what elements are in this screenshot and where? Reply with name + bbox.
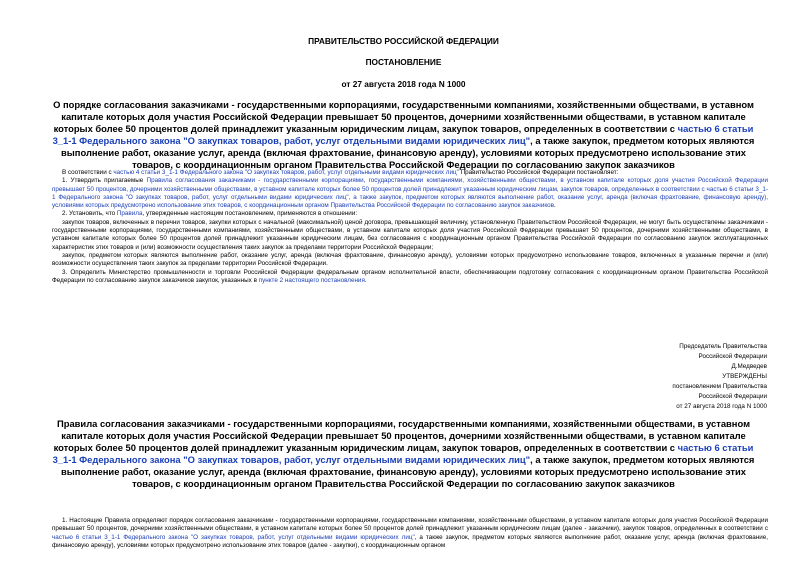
item-2-rules-link[interactable]: Правила xyxy=(116,210,143,218)
approval-line-3: Российской Федерации xyxy=(698,393,767,400)
item-2-sub-2: закупок, предметом которых являются выполнение работ, оказание услуг, аренда (включая фрахтование, финансовую аренду), условиями которых предусмотрено использование товаров, включенных в указанные перечни и (или) возможности осуществления таких закупок за пределами территории Российской Федерации. xyxy=(52,251,768,268)
rules-body xyxy=(52,517,768,550)
rules-title xyxy=(52,418,755,490)
signature-line-3: Д.Медведев xyxy=(731,363,767,370)
rules-item-1-law-link[interactable]: частью 6 статьи 3_1-1 Федерального закона "О закупках товаров, работ, услуг отдельными видами юридических лиц" xyxy=(52,533,415,541)
item-2-text-end: , утвержденные настоящим постановлением, применяются в отношении: xyxy=(142,210,358,218)
signature-line-2: Российской Федерации xyxy=(698,353,767,360)
preamble-law-link[interactable]: частью 4 статьи 3_1-1 Федерального закона "О закупках товаров, работ, услуг отдельными видами юридических лиц" xyxy=(113,169,459,176)
decree-title xyxy=(52,99,755,171)
rules-title-part2: , а также закупок, предметом которых являются выполнение работ, оказание услуг, аренда (включая фрахтование, финансовую аренду), условиями которых предусмотрено использование этих товаров, с координационным органом Правительства Российской Федерации по согласованию закупок заказчиков xyxy=(61,454,755,489)
item-3-text: 3. Определить Министерство промышленности и торговли Российской Федерации федеральным органом исполнительной власти, обеспечивающим подготовку согласования с координационным органом Правительства Российской Федерации по согласованию закупок заказчиков закупок, указанных в xyxy=(52,268,768,284)
item-1-rules-link-end[interactable]: , а также закупок, предметом которых являются выполнение работ, оказание услуг, аренда (включая фрахтование, финансовую аренду), условиями которых предусмотрено использование этих товаров, с координационным органом Правительства Российской Федерации по согласованию закупок заказчиков xyxy=(52,193,768,210)
item-1-rules-link[interactable]: Правила согласования заказчиками - государственными корпорациями, государственными компаниями, хозяйственными обществами, в уставном капитале которых доля участия Российской Федерации превышает 50 процентов, дочерними хозяйственными обществами, в уставном капитале которых более 50 процентов долей принадлежит указанным юридическим лицам, закупок товаров, определенных в соответствии с xyxy=(52,177,768,193)
rules-item-1-paragraph xyxy=(52,517,768,550)
item-3-clause-link[interactable]: пункте 2 настоящего постановления xyxy=(258,276,365,284)
decree-body xyxy=(52,169,768,285)
government-heading: ПРАВИТЕЛЬСТВО РОССИЙСКОЙ ФЕДЕРАЦИИ xyxy=(308,36,499,46)
decree-title-part1: О порядке согласования заказчиками - государственными корпорациями, государственными компаниями, хозяйственными обществами, в уставном капитале которых доля участия Российской Федерации превышает 50 процентов, дочерними хозяйственными обществами, в уставном капитале которых более 50 процентов долей принадлежит указанным юридическим лицам, закупок товаров, определенных в соответствии с xyxy=(53,99,754,134)
signature-block xyxy=(567,342,767,412)
rules-title-law-link[interactable]: частью 6 статьи 3_1-1 Федерального закона "О закупках товаров, работ, услуг отдельными видами юридических лиц" xyxy=(52,442,754,465)
item-1-text-end: . xyxy=(554,202,556,210)
doc-date-number: от 27 августа 2018 года N 1000 xyxy=(341,79,466,89)
rules-item-1-text-end: , а также закупок, предметом которых являются выполнение работ, оказание услуг, аренда (включая фрахтование, финансовую аренду), условиями которых предусмотрено использование этих товаров (далее - закупки), с координационным органом xyxy=(52,533,769,549)
item-1-paragraph xyxy=(52,177,768,210)
preamble-text-2: Правительство Российской Федерации постановляет: xyxy=(458,169,619,176)
item-2-sub-1: закупок товаров, включенных в перечни товаров, закупки которых с начальной (максимальной) ценой договора, превышающей величину, установленную Правительством Российской Федерации, не могут быть осуществлены заказчиками - государственными корпорациями, государственными компаниями, хозяйственными обществами, в уставном капитале которых доля участия Российской Федерации превышает 50 процентов, дочерними хозяйственными обществами, в уставном капитале которых более 50 процентов долей принадлежит указанным юридическим лицам, без согласования с координационным органом Правительства Российской Федерации по согласованию закупок эксплуатационных характеристик этих товаров и (или) возможности осуществления таких закупок за пределами территории Российской Федерации; xyxy=(52,218,768,251)
item-3-text-end: . xyxy=(364,276,367,284)
approval-line-2: постановлением Правительства xyxy=(672,383,767,390)
item-3-paragraph xyxy=(52,269,768,286)
item-2-paragraph xyxy=(52,210,768,218)
approval-line-1: УТВЕРЖДЕНЫ xyxy=(722,373,767,380)
rules-item-1-text: 1. Настоящие Правила определяют порядок согласования заказчиками - государственными корпорациями, государственными компаниями, хозяйственными обществами, в уставном капитале которых доля участия Российской Федерации превышает 50 процентов, дочерними хозяйственными обществами, в уставном капитале которых более 50 процентов долей принадлежит указанным юридическим лицам (далее - заказчики), закупок товаров, определенных в соответствии с xyxy=(52,517,768,533)
preamble-text-1: В соответствии с xyxy=(62,169,114,176)
approval-line-4: от 27 августа 2018 года N 1000 xyxy=(676,403,767,410)
item-1-law-link[interactable]: частью 6 статьи 3_1-1 Федерального закона "О закупках товаров, работ, услуг отдельными видами юридических лиц" xyxy=(52,185,768,201)
doc-type-heading: ПОСТАНОВЛЕНИЕ xyxy=(365,57,442,67)
rules-title-part1: Правила согласования заказчиками - государственными корпорациями, государственными компаниями, хозяйственными обществами, в уставном капитале которых доля участия Российской Федерации превышает 50 процентов, дочерними хозяйственными обществами, в уставном капитале которых более 50 процентов долей принадлежит указанным юридическим лицам, закупок товаров, определенных в соответствии с xyxy=(53,418,751,453)
item-2-text: 2. Установить, что xyxy=(62,210,117,218)
decree-title-law-link[interactable]: частью 6 статьи 3_1-1 Федерального закона "О закупках товаров, работ, услуг отдельными видами юридических лиц" xyxy=(52,123,754,146)
signature-line-1: Председатель Правительства xyxy=(679,343,767,350)
decree-title-part2: , а также закупок, предметом которых являются выполнение работ, оказание услуг, аренда (включая фрахтование, финансовую аренду), условиями которых предусмотрено использование этих товаров, с координационным органом Правительства Российской Федерации по согласованию закупок заказчиков xyxy=(61,135,755,170)
item-1-text: 1. Утвердить прилагаемые xyxy=(62,177,147,185)
